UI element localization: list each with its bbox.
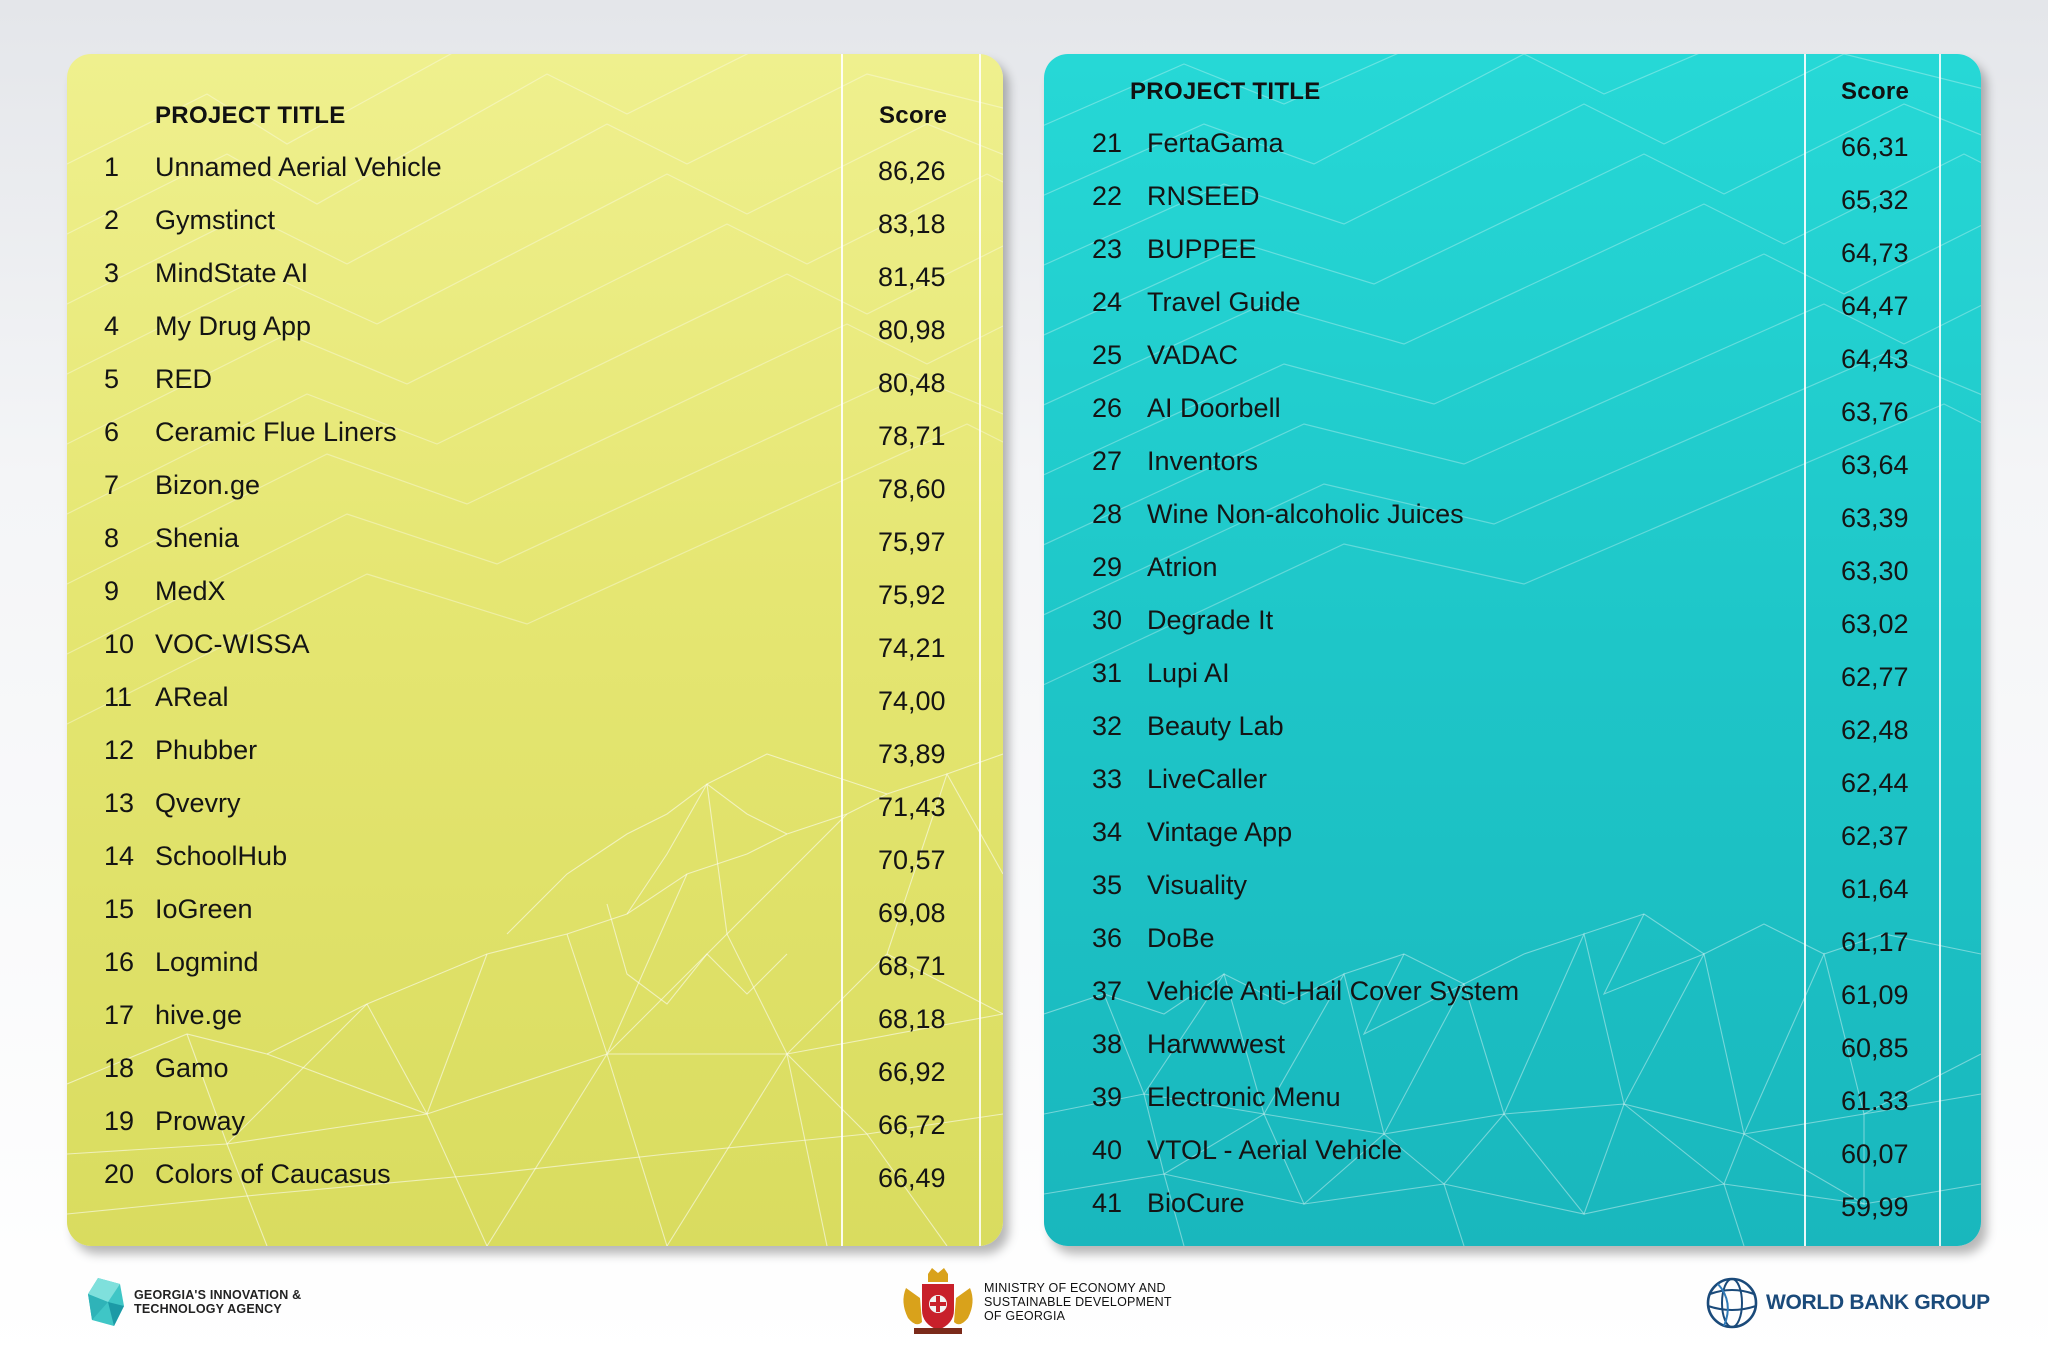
row-rank: 13 <box>104 788 135 818</box>
row-rank: 37 <box>1092 976 1123 1006</box>
table-row <box>67 470 1003 523</box>
table-row <box>1044 1188 1981 1241</box>
row-rank: 34 <box>1092 817 1123 847</box>
table-row <box>1044 393 1981 446</box>
project-title: Electronic Menu <box>1147 1082 1341 1112</box>
row-rank: 40 <box>1092 1135 1123 1165</box>
project-title: MindState AI <box>155 258 309 288</box>
project-title: VOC-WISSA <box>155 629 310 659</box>
row-rank: 31 <box>1092 658 1123 688</box>
table-row <box>67 735 1003 788</box>
table-row <box>1044 552 1981 605</box>
gita-name-line2: TECHNOLOGY AGENCY <box>134 1302 282 1316</box>
gita-logo <box>86 1276 301 1328</box>
row-rank: 33 <box>1092 764 1123 794</box>
project-title-header: PROJECT TITLE <box>155 102 346 129</box>
row-rank: 14 <box>104 841 135 871</box>
project-title-header: PROJECT TITLE <box>1130 78 1321 105</box>
project-score: 62,44 <box>1841 768 1909 798</box>
project-score: 70,57 <box>878 845 946 875</box>
project-title: Colors of Caucasus <box>155 1159 391 1189</box>
project-score: 64,73 <box>1841 238 1909 268</box>
project-score: 66,72 <box>878 1110 946 1140</box>
project-score: 74,00 <box>878 686 946 716</box>
table-row <box>67 364 1003 417</box>
table-row <box>67 894 1003 947</box>
row-rank: 25 <box>1092 340 1123 370</box>
project-score: 83,18 <box>878 209 946 239</box>
table-row <box>67 788 1003 841</box>
project-score: 86,26 <box>878 156 946 186</box>
project-score: 60,07 <box>1841 1139 1909 1169</box>
row-rank: 4 <box>104 311 120 341</box>
project-title: Vehicle Anti-Hail Cover System <box>1147 976 1520 1006</box>
table-row <box>67 629 1003 682</box>
row-rank: 39 <box>1092 1082 1123 1112</box>
table-row <box>1044 234 1981 287</box>
row-rank: 18 <box>104 1053 135 1083</box>
row-rank: 21 <box>1092 128 1123 158</box>
left-score-panel <box>67 54 1003 1246</box>
project-score: 73,89 <box>878 739 946 769</box>
world-bank-name: WORLD BANK GROUP <box>1766 1291 1990 1314</box>
row-rank: 23 <box>1092 234 1123 264</box>
project-title: Unnamed Aerial Vehicle <box>155 152 442 182</box>
table-row <box>1044 181 1981 234</box>
row-rank: 2 <box>104 205 120 235</box>
score-header: Score <box>1841 78 1910 105</box>
row-rank: 3 <box>104 258 120 288</box>
project-score: 68,71 <box>878 951 946 981</box>
project-score: 61,17 <box>1841 927 1909 957</box>
project-title: RED <box>155 364 213 394</box>
table-row <box>1044 499 1981 552</box>
table-row <box>1044 870 1981 923</box>
project-score: 66,31 <box>1841 132 1909 162</box>
row-rank: 20 <box>104 1159 135 1189</box>
project-title: Visuality <box>1147 870 1248 900</box>
row-rank: 36 <box>1092 923 1123 953</box>
project-title: VTOL - Aerial Vehicle <box>1147 1135 1403 1165</box>
gita-name-line1: GEORGIA'S INNOVATION & <box>134 1288 302 1302</box>
table-row <box>1044 658 1981 711</box>
row-rank: 26 <box>1092 393 1123 423</box>
project-title: Gymstinct <box>155 205 276 235</box>
row-rank: 29 <box>1092 552 1123 582</box>
project-title: LiveCaller <box>1147 764 1268 794</box>
project-title: RNSEED <box>1147 181 1260 211</box>
globe-icon <box>1704 1276 1760 1330</box>
row-rank: 1 <box>104 152 120 182</box>
row-rank: 7 <box>104 470 120 500</box>
project-score: 65,32 <box>1841 185 1909 215</box>
row-rank: 38 <box>1092 1029 1123 1059</box>
project-title: Proway <box>155 1106 246 1136</box>
project-title: Bizon.ge <box>155 470 261 500</box>
project-title: Ceramic Flue Liners <box>155 417 397 447</box>
table-row <box>1044 128 1981 181</box>
project-title: Logmind <box>155 947 259 977</box>
ministry-name-line1: MINISTRY OF ECONOMY AND <box>984 1281 1166 1295</box>
georgia-coat-of-arms-icon <box>898 1268 978 1336</box>
row-rank: 12 <box>104 735 135 765</box>
project-title: VADAC <box>1147 340 1239 370</box>
ministry-logo <box>898 1268 1172 1336</box>
table-row <box>1044 976 1981 1029</box>
table-row <box>1044 340 1981 393</box>
row-rank: 22 <box>1092 181 1123 211</box>
table-row <box>1044 287 1981 340</box>
row-rank: 27 <box>1092 446 1123 476</box>
project-score: 63,64 <box>1841 450 1909 480</box>
project-score: 63,30 <box>1841 556 1909 586</box>
project-title: FertaGama <box>1147 128 1284 158</box>
project-score: 81,45 <box>878 262 946 292</box>
project-score: 62,37 <box>1841 821 1909 851</box>
table-row <box>67 841 1003 894</box>
row-rank: 16 <box>104 947 135 977</box>
row-rank: 28 <box>1092 499 1123 529</box>
project-score: 63,02 <box>1841 609 1909 639</box>
project-score: 64,43 <box>1841 344 1909 374</box>
row-rank: 24 <box>1092 287 1123 317</box>
table-row <box>67 1159 1003 1212</box>
table-row <box>67 682 1003 735</box>
table-row <box>67 258 1003 311</box>
project-score: 61,09 <box>1841 980 1909 1010</box>
row-rank: 10 <box>104 629 135 659</box>
table-row <box>1044 1082 1981 1135</box>
project-title: Harwwwest <box>1147 1029 1286 1059</box>
project-title: AI Doorbell <box>1147 393 1281 423</box>
project-title: Lupi AI <box>1147 658 1230 688</box>
project-title: Vintage App <box>1147 817 1293 847</box>
project-score: 61.33 <box>1841 1086 1909 1116</box>
table-row <box>1044 1135 1981 1188</box>
project-title: BUPPEE <box>1147 234 1257 264</box>
project-title: Qvevry <box>155 788 241 818</box>
table-row <box>1044 923 1981 976</box>
project-score: 66,49 <box>878 1163 946 1193</box>
table-row <box>67 417 1003 470</box>
row-rank: 35 <box>1092 870 1123 900</box>
table-row <box>67 523 1003 576</box>
project-title: DoBe <box>1147 923 1215 953</box>
project-title: AReal <box>155 682 229 712</box>
table-row <box>67 947 1003 1000</box>
project-title: Atrion <box>1147 552 1218 582</box>
project-title: hive.ge <box>155 1000 243 1030</box>
project-score: 66,92 <box>878 1057 946 1087</box>
project-title: IoGreen <box>155 894 253 924</box>
table-row <box>1044 1029 1981 1082</box>
project-title: Phubber <box>155 735 258 765</box>
row-rank: 5 <box>104 364 120 394</box>
table-row <box>1044 605 1981 658</box>
project-score: 78,60 <box>878 474 946 504</box>
row-rank: 41 <box>1092 1188 1123 1218</box>
table-row <box>67 311 1003 364</box>
table-row <box>67 152 1003 205</box>
table-row <box>67 1106 1003 1159</box>
project-score: 63,76 <box>1841 397 1909 427</box>
project-title: Degrade It <box>1147 605 1274 635</box>
project-title: SchoolHub <box>155 841 288 871</box>
table-row <box>67 205 1003 258</box>
project-score: 74,21 <box>878 633 946 663</box>
table-row <box>1044 711 1981 764</box>
project-title: BioCure <box>1147 1188 1245 1218</box>
row-rank: 32 <box>1092 711 1123 741</box>
row-rank: 17 <box>104 1000 135 1030</box>
project-title: MedX <box>155 576 226 606</box>
project-title: My Drug App <box>155 311 312 341</box>
world-bank-logo <box>1704 1276 1990 1330</box>
row-rank: 30 <box>1092 605 1123 635</box>
project-title: Shenia <box>155 523 240 553</box>
score-header: Score <box>879 102 948 129</box>
table-row <box>1044 817 1981 870</box>
project-score: 69,08 <box>878 898 946 928</box>
row-rank: 6 <box>104 417 120 447</box>
table-row <box>1044 764 1981 817</box>
ministry-name-line2: SUSTAINABLE DEVELOPMENT <box>984 1295 1172 1309</box>
project-score: 64,47 <box>1841 291 1909 321</box>
project-score: 60,85 <box>1841 1033 1909 1063</box>
project-score: 71,43 <box>878 792 946 822</box>
project-title: Inventors <box>1147 446 1259 476</box>
project-title: Beauty Lab <box>1147 711 1284 741</box>
project-score: 80,98 <box>878 315 946 345</box>
project-title: Wine Non-alcoholic Juices <box>1147 499 1464 529</box>
ministry-name-line3: OF GEORGIA <box>984 1309 1066 1323</box>
row-rank: 9 <box>104 576 120 606</box>
project-score: 63,39 <box>1841 503 1909 533</box>
project-score: 75,92 <box>878 580 946 610</box>
row-rank: 8 <box>104 523 120 553</box>
table-row <box>1044 446 1981 499</box>
table-row <box>67 576 1003 629</box>
project-score: 68,18 <box>878 1004 946 1034</box>
right-score-panel <box>1044 54 1981 1246</box>
table-row <box>67 1000 1003 1053</box>
project-score: 62,77 <box>1841 662 1909 692</box>
crystal-icon <box>86 1276 126 1328</box>
row-rank: 19 <box>104 1106 135 1136</box>
table-row <box>67 1053 1003 1106</box>
project-score: 80,48 <box>878 368 946 398</box>
project-title: Gamo <box>155 1053 229 1083</box>
row-rank: 15 <box>104 894 135 924</box>
project-score: 62,48 <box>1841 715 1909 745</box>
row-rank: 11 <box>104 682 133 712</box>
project-score: 61,64 <box>1841 874 1909 904</box>
project-score: 59,99 <box>1841 1192 1909 1222</box>
project-title: Travel Guide <box>1147 287 1301 317</box>
project-score: 78,71 <box>878 421 946 451</box>
project-score: 75,97 <box>878 527 946 557</box>
